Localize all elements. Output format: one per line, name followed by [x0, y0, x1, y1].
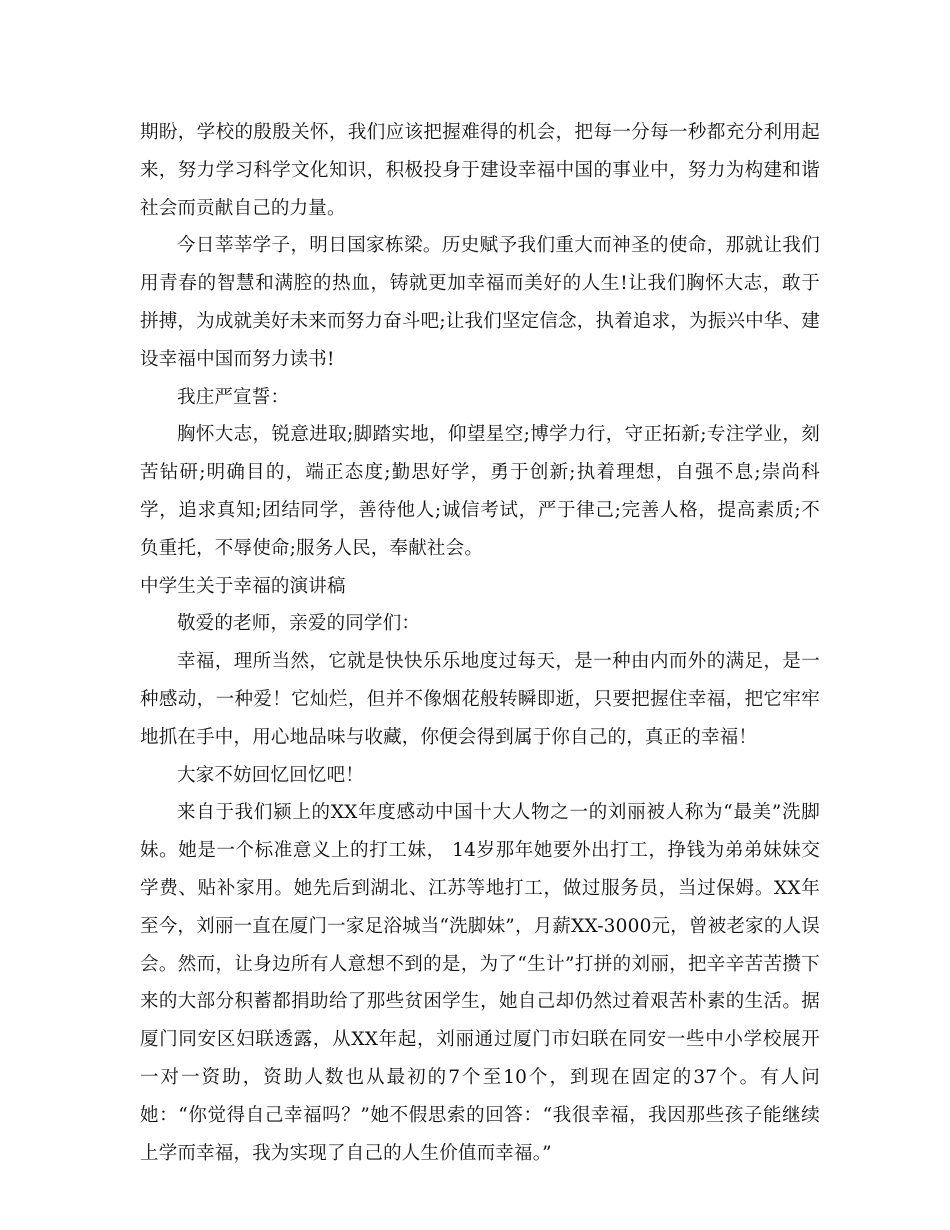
- paragraph-oath-intro: 我庄严宣誓：: [177, 386, 290, 408]
- paragraph-mission: 今日莘莘学子，明日国家栋梁。历史赋予我们重大而神圣的使命，那就让我们用青春的智慧和满腔的热血，铸就更加幸福而美好的人生!让我们胸怀大志，敢于拼搏，为成就美好未来而努力奋斗吧;让我们坚定信念，执着追求，为振兴中华、建设幸福中国而努力读书!: [140, 235, 820, 370]
- section-title: 中学生关于幸福的演讲稿: [140, 575, 346, 597]
- speech-paragraph-recall: 大家不妨回忆回忆吧！: [177, 764, 365, 786]
- paragraph-oath: 胸怀大志，锐意进取;脚踏实地，仰望星空;博学力行，守正拓新;专注学业，刻苦钻研;明确目的，端正态度;勤思好学，勇于创新;执着理想，自强不息;崇尚科学，追求真知;团结同学，善待他人;诚信考试，严于律己;完善人格，提高素质;不负重托，不辱使命;服务人民，奉献社会。: [140, 424, 820, 559]
- speech-paragraph-happiness: 幸福，理所当然，它就是快快乐乐地度过每天，是一种由内而外的满足，是一种感动，一种爱！它灿烂，但并不像烟花般转瞬即逝，只要把握住幸福，把它牢牢地抓在手中，用心地品味与收藏，你便会得到属于你自己的，真正的幸福！: [140, 651, 820, 748]
- document-body: [140, 114, 820, 1172]
- speech-greeting: 敬爱的老师，亲爱的同学们：: [177, 613, 421, 635]
- speech-paragraph-story: 来自于我们颍上的XX年度感动中国十大人物之一的刘丽被人称为“最美”洗脚妹。她是一个标准意义上的打工妹， 14岁那年她要外出打工，挣钱为弟弟妹妹交学费、贴补家用。她先后到湖北、江苏等地打工，做过服务员，当过保姆。XX年至今，刘丽一直在厦门一家足浴城当“洗脚妹”，月薪XX-3000元，曾被老家的人误会。然而，让身边所有人意想不到的是，为了“生计”打拼的刘丽，把辛辛苦苦攒下来的大部分积蓄都捐助给了那些贫困学生，她自己却仍然过着艰苦朴素的生活。据厦门同安区妇联透露，从XX年起，刘丽通过厦门市妇联在同安一些中小学校展开一对一资助，资助人数也从最初的7个至10个，到现在固定的37个。有人问她：“你觉得自己幸福吗？”她不假思索的回答：“我很幸福，我因那些孩子能继续上学而幸福，我为实现了自己的人生价值而幸福。”: [140, 802, 820, 1164]
- paragraph-opening: 期盼，学校的殷殷关怀，我们应该把握难得的机会，把每一分每一秒都充分利用起来，努力学习科学文化知识，积极投身于建设幸福中国的事业中，努力为构建和谐社会而贡献自己的力量。: [140, 122, 820, 219]
